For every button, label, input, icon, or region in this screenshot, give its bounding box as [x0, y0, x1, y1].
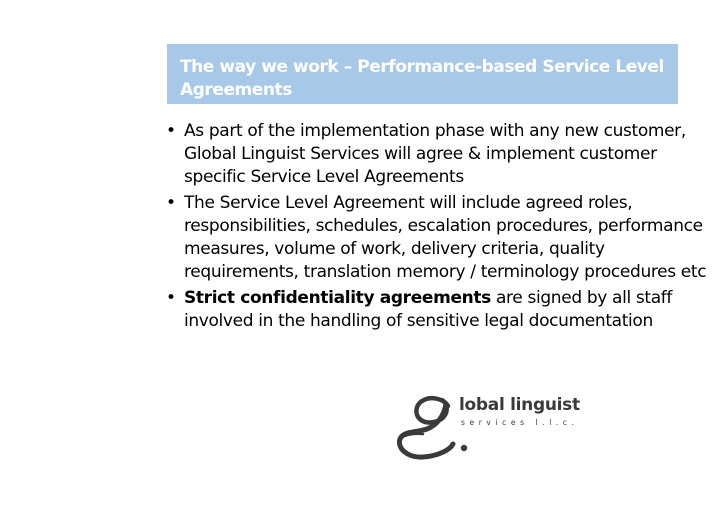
bullet-text: As part of the implementation phase with any new customer, Global Linguist Services will agree & implement customer specific Service Level Agreements [184, 121, 686, 187]
bullet-bold-text: Strict confidentiality agreements [184, 288, 491, 308]
bullet-item [158, 192, 718, 284]
bullet-text: are signed by all staff involved in the handling of sensitive legal documentation [184, 288, 673, 331]
bullet-item [158, 287, 718, 333]
slide-title: The way we work – Performance-based Service Level Agreements [180, 57, 664, 100]
bullet-marker: • [166, 121, 176, 141]
bullet-marker: • [166, 288, 176, 308]
bullet-text: The Service Level Agreement will include agreed roles, responsibilities, schedules, escalation procedures, performance measures, volume of work, delivery criteria, quality requirements, translation memory / terminology procedures etc [184, 193, 707, 282]
logo-subtitle: services l.l.c. [461, 418, 579, 427]
bullet-marker: • [166, 193, 176, 213]
bullet-item [158, 120, 718, 189]
bullet-list [158, 120, 718, 336]
global-linguist-g-logo-icon [399, 398, 453, 457]
logo-wordmark: lobal linguist [459, 395, 580, 415]
